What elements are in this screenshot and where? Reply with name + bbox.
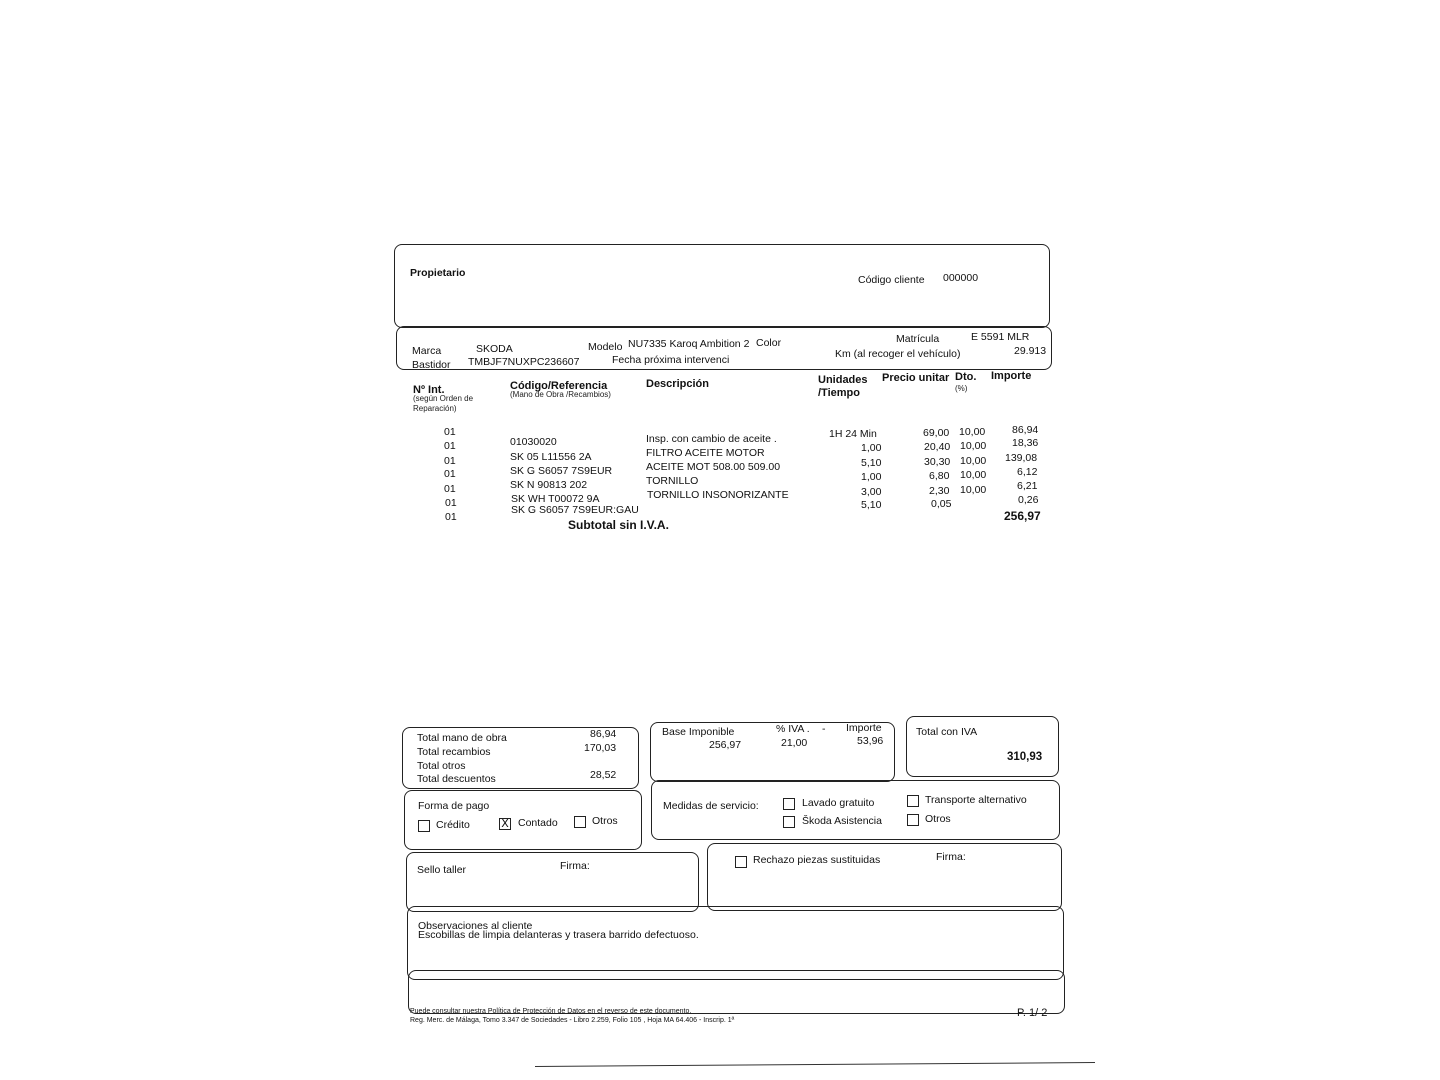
registry-note: Reg. Merc. de Málaga, Tomo 3.347 de Sociedades - Libro 2.259, Folio 105 , Hoja MA 64.406 - Inscrip. 1ª xyxy=(410,1017,735,1024)
row-int: 01 xyxy=(444,440,456,452)
next-service-label: Fecha próxima intervenci xyxy=(612,354,730,366)
row-price: 2,30 xyxy=(929,485,950,497)
row-desc: ACEITE MOT 508.00 509.00 xyxy=(646,461,781,473)
row-desc: TORNILLO INSONORIZANTE xyxy=(647,489,789,501)
observations-box xyxy=(407,906,1064,980)
col-units-header-2: /Tiempo xyxy=(818,387,860,399)
row-code: SK G S6057 7S9EUR xyxy=(510,465,613,477)
row-code: SK N 90813 202 xyxy=(510,479,588,491)
row-int: 01 xyxy=(444,455,456,467)
row-amount: 0,26 xyxy=(1018,494,1039,506)
col-amount-header: Importe xyxy=(991,370,1032,382)
vin-label: Bastidor xyxy=(412,359,451,371)
base-value: 256,97 xyxy=(709,739,742,751)
color-label: Color xyxy=(756,337,782,349)
row-int: 01 xyxy=(445,497,457,509)
discounts-label: Total descuentos xyxy=(417,773,496,785)
row-amount: 6,12 xyxy=(1017,466,1038,478)
vat-rate-value: 21,00 xyxy=(781,737,808,749)
plate-value: E 5591 MLR xyxy=(971,331,1030,343)
row-disc: 10,00 xyxy=(960,455,987,467)
grand-total-value: 310,93 xyxy=(1007,751,1043,763)
subtotal-label: Subtotal sin I.V.A. xyxy=(568,518,669,532)
stamp-box xyxy=(406,852,699,912)
reject-parts-checkbox[interactable] xyxy=(735,856,747,868)
row-int: 01 xyxy=(444,426,456,438)
credit-checkbox[interactable] xyxy=(418,820,430,832)
col-int-header: Nº Int. xyxy=(413,384,445,396)
col-code-sub: (Mano de Obra /Recambios) xyxy=(510,390,611,399)
brand-label: Marca xyxy=(412,345,442,357)
col-desc-header: Descripción xyxy=(646,378,709,390)
cash-checkbox[interactable]: X xyxy=(499,818,511,830)
col-int-sub1: (según Orden de xyxy=(413,394,474,403)
row-desc: Insp. con cambio de aceite . xyxy=(646,433,777,445)
row-price: 30,30 xyxy=(924,456,951,468)
other-payment-checkbox[interactable] xyxy=(574,816,586,828)
alt-transport-label: Transporte alternativo xyxy=(925,794,1027,806)
cash-label: Contado xyxy=(518,817,558,829)
row-units: 1,00 xyxy=(861,471,882,483)
credit-label: Crédito xyxy=(436,819,470,831)
row-amount: 18,36 xyxy=(1012,437,1039,449)
row-price: 69,00 xyxy=(923,427,950,439)
col-code-header: Código/Referencia xyxy=(510,380,608,392)
stamp-sign-label: Firma: xyxy=(560,860,590,872)
row-units: 1,00 xyxy=(861,442,882,454)
plate-label: Matrícula xyxy=(896,333,940,345)
row-code: SK WH T00072 9A xyxy=(511,493,600,505)
other-payment-label: Otros xyxy=(592,815,618,827)
observations-label: Observaciones al cliente xyxy=(418,920,533,932)
row-amount: 6,21 xyxy=(1017,480,1038,492)
reject-parts-label: Rechazo piezas sustituidas xyxy=(753,854,881,866)
row-disc: 10,00 xyxy=(960,469,987,481)
row-price: 20,40 xyxy=(924,441,951,453)
row-int: 01 xyxy=(445,511,457,523)
reject-sign-label: Firma: xyxy=(936,851,966,863)
row-int: 01 xyxy=(444,483,456,495)
col-int-sub2: Reparación) xyxy=(413,404,457,413)
row-disc: 10,00 xyxy=(960,440,987,452)
row-code: SK G S6057 7S9EUR:GAU xyxy=(511,504,639,516)
row-disc: 10,00 xyxy=(959,426,986,438)
row-amount: 139,08 xyxy=(1005,452,1038,464)
row-units: 1H 24 Min xyxy=(829,428,877,440)
row-price: 6,80 xyxy=(929,470,950,482)
vat-amount-label: Importe xyxy=(846,722,882,734)
labor-label: Total mano de obra xyxy=(417,732,507,744)
model-value: NU7335 Karoq Ambition 2 xyxy=(628,338,750,350)
row-price: 0,05 xyxy=(931,498,952,510)
row-int: 01 xyxy=(444,468,456,480)
row-desc: TORNILLO xyxy=(646,475,699,487)
other-service-label: Otros xyxy=(925,813,951,825)
base-label: Base Imponible xyxy=(662,726,735,738)
grand-total-label: Total con IVA xyxy=(916,726,978,738)
owner-box xyxy=(394,244,1050,328)
service-label: Medidas de servicio: xyxy=(663,800,759,812)
vat-amount-value: 53,96 xyxy=(857,735,884,747)
others-label: Total otros xyxy=(417,760,466,772)
skoda-assist-checkbox[interactable] xyxy=(783,816,795,828)
free-wash-label: Lavado gratuito xyxy=(802,797,875,809)
row-units: 5,10 xyxy=(861,499,882,511)
stamp-label: Sello taller xyxy=(417,864,467,876)
row-desc: FILTRO ACEITE MOTOR xyxy=(646,447,765,459)
privacy-note: Puede consultar nuestra Política de Protección de Datos en el reverso de este documento. xyxy=(410,1008,692,1015)
parts-value: 170,03 xyxy=(584,742,617,754)
row-units: 3,00 xyxy=(861,486,882,498)
vin-value: TMBJF7NUXPC236607 xyxy=(468,356,580,368)
vat-dash: - xyxy=(822,723,826,735)
km-label: Km (al recoger el vehículo) xyxy=(835,348,961,360)
km-value: 29.913 xyxy=(1014,345,1047,357)
col-price-header: Precio unitar xyxy=(882,372,950,384)
page-number: P. 1/ 2 xyxy=(1017,1007,1048,1019)
brand-value: SKODA xyxy=(476,343,513,355)
owner-label: Propietario xyxy=(410,267,466,279)
row-code: 01030020 xyxy=(510,436,557,448)
model-label: Modelo xyxy=(588,341,623,353)
payment-label: Forma de pago xyxy=(418,800,490,812)
vat-rate-label: % IVA . xyxy=(776,723,810,735)
scan-edge-line xyxy=(535,1062,1095,1067)
skoda-assist-label: Škoda Asistencia xyxy=(802,815,882,827)
discounts-value: 28,52 xyxy=(590,769,617,781)
other-service-checkbox[interactable] xyxy=(907,814,919,826)
col-units-header: Unidades xyxy=(818,374,868,386)
labor-value: 86,94 xyxy=(590,728,617,740)
col-disc-sub: (%) xyxy=(955,384,968,393)
row-disc: 10,00 xyxy=(960,484,987,496)
client-code-label: Código cliente xyxy=(858,274,925,286)
row-amount: 86,94 xyxy=(1012,424,1039,436)
free-wash-checkbox[interactable] xyxy=(783,798,795,810)
alt-transport-checkbox[interactable] xyxy=(907,795,919,807)
row-units: 5,10 xyxy=(861,457,882,469)
col-disc-header: Dto. xyxy=(955,371,977,383)
parts-label: Total recambios xyxy=(417,746,491,758)
row-amount: 256,97 xyxy=(1004,509,1041,523)
observations-text: Escobillas de limpia delanteras y trasera barrido defectuoso. xyxy=(418,929,699,941)
client-code: 000000 xyxy=(943,272,979,284)
row-code: SK 05 L11556 2A xyxy=(510,451,592,463)
